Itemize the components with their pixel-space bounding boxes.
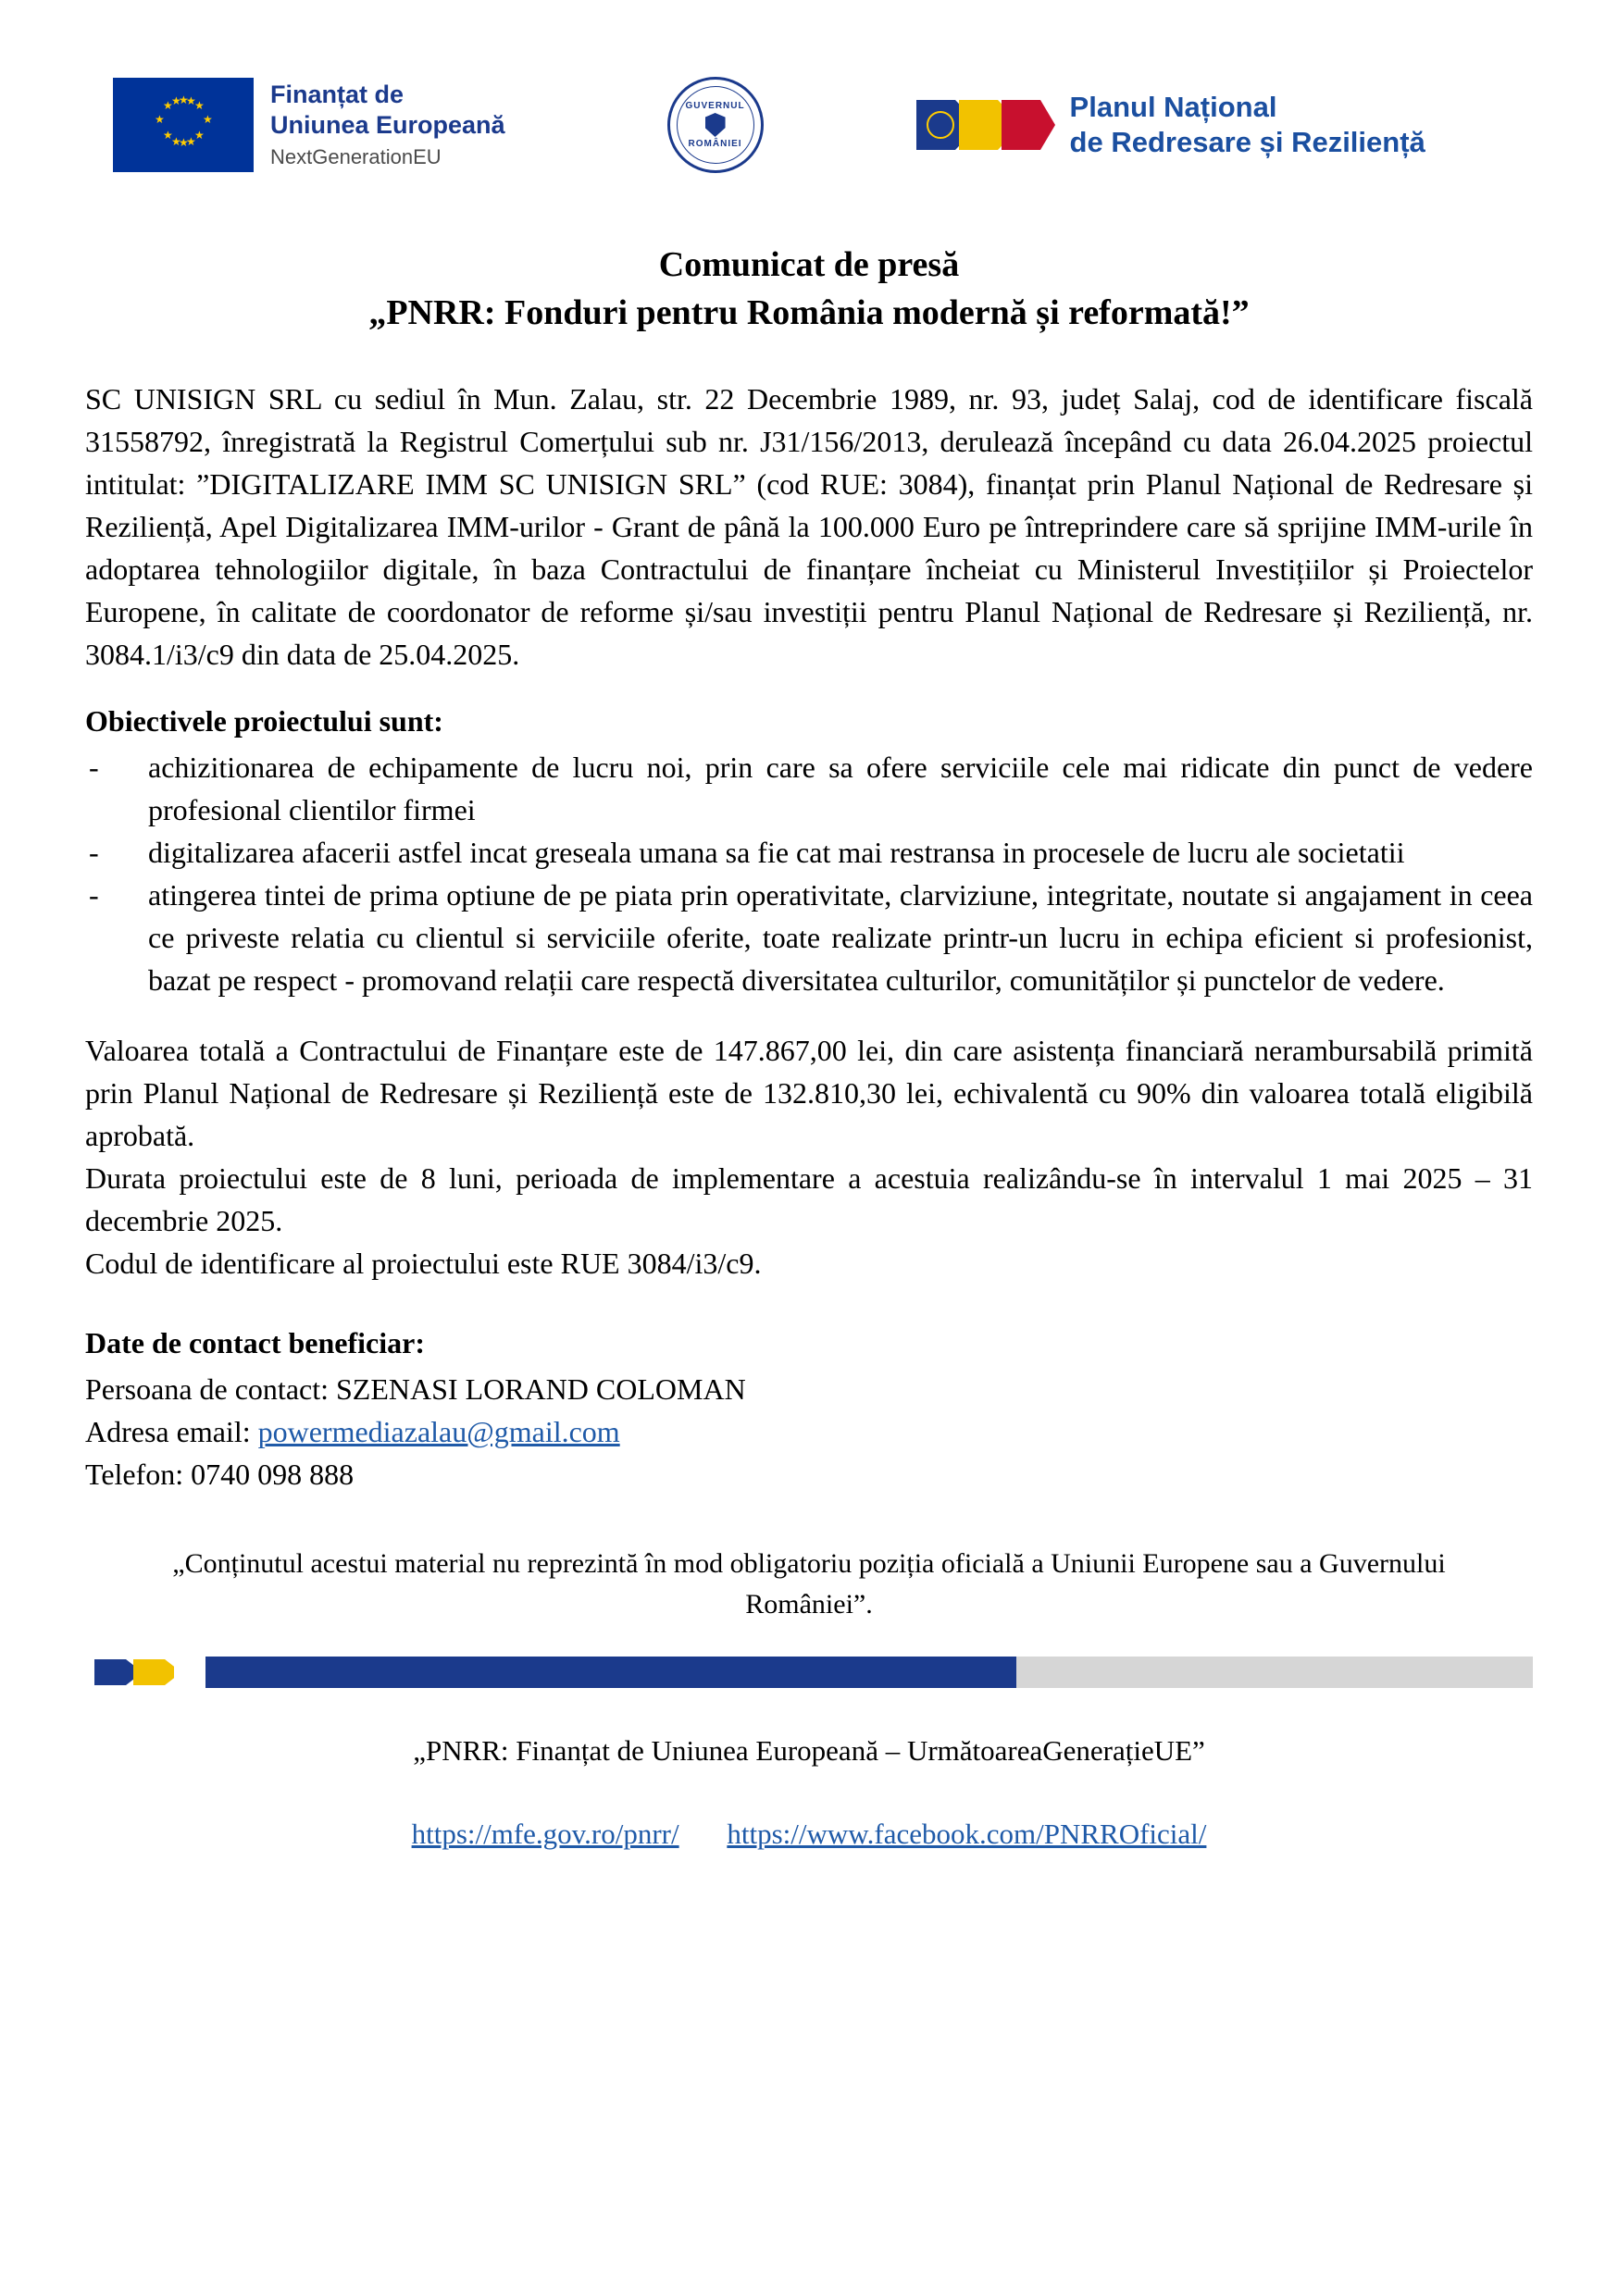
duration-paragraph: Durata proiectului este de 8 luni, perioada de implementare a acestuia realizându-se în intervalul 1 mai 2025 – 31 decembrie 2025. (85, 1161, 1533, 1237)
value-paragraph: Valoarea totală a Contractului de Finanțare este de 147.867,00 lei, din care asistența financiară nerambursabilă primită prin Planul Național de Redresare și Reziliență este de 132.810,30 lei, echivalentă cu 90% din valoarea totală eligibilă aprobată. (85, 1034, 1533, 1152)
government-logo (667, 77, 764, 173)
romania-seal-icon (667, 77, 764, 173)
footer-flag-bar (85, 1657, 1533, 1688)
gov-logo-bottom: ROMÂNIEI (688, 139, 742, 149)
footer-arrows-icon (85, 1657, 205, 1688)
list-item: - digitalizarea afacerii astfel incat greseala umana sa fie cat mai restransa in procesele de lucru ale societatii (85, 831, 1533, 874)
pnrr-logo (916, 90, 1425, 160)
objectives-list (85, 746, 1533, 1001)
eu-logo-line2: Uniunea Europeană (270, 110, 505, 139)
page-subtitle: „PNRR: Fonduri pentru România modernă și reformată!” (368, 293, 1250, 332)
pnrr-logo-line1: Planul Național (1069, 91, 1277, 123)
contact-email-link[interactable]: powermediazalau@gmail.com (257, 1415, 620, 1448)
eu-logo-line1: Finanțat de (270, 80, 404, 108)
contact-person: Persoana de contact: SZENASI LORAND COLOMAN (85, 1372, 746, 1406)
gov-logo-top: GUVERNUL (685, 101, 745, 111)
intro-paragraph: SC UNISIGN SRL cu sediul în Mun. Zalau, str. 22 Decembrie 1989, nr. 93, județ Salaj, cod de identificare fiscală 31558792, înregistrată la Registrul Comerțului sub nr. J31/156/2013, derulează începând cu data 26.04.2025 proiectul intitulat: ”DIGITALIZARE IMM SC UNISIGN SRL” (cod RUE: 3084), finanțat prin Planul Național de Redresare și Reziliență, Apel Digitalizarea IMM-urilor - Grant de până la 100.000 Euro pe întreprindere care să sprijine IMM-urile în adoptarea tehnologiilor digitale, în baza Contractului de finanțare încheiat cu Ministerul Investițiilor și Proiectelor Europene, în calitate de coordonator de reforme și/sau investiții pentru Planul Național de Redresare și Reziliență, nr. 3084.1/i3/c9 din data de 25.04.2025. (85, 382, 1533, 671)
pnrr-facebook-link[interactable]: https://www.facebook.com/PNRROficial/ (727, 1818, 1207, 1850)
code-paragraph: Codul de identificare al proiectului este RUE 3084/i3/c9. (85, 1247, 762, 1280)
page-title: Comunicat de presă (658, 245, 960, 284)
pnrr-website-link[interactable]: https://mfe.gov.ro/pnrr/ (411, 1818, 679, 1850)
footer-bar-blue (205, 1657, 1016, 1688)
disclaimer-text: „Conținutul acestui material nu reprezintă în mod obligatoriu poziția oficială a Uniunii Europene sau a Guvernului României”. (172, 1548, 1446, 1620)
objectives-heading: Obiectivele proiectului sunt: (85, 704, 443, 738)
contact-heading: Date de contact beneficiar: (85, 1326, 425, 1359)
footer-bar-grey (1016, 1657, 1533, 1688)
list-item: - atingerea tintei de prima optiune de pe piata prin operativitate, clarviziune, integritate, noutate si angajament in ceea ce priveste relatia cu clientul si serviciile oferite, toate realizate printr-un lucru in echipa eficient si profesionist, bazat pe respect - promovand relații care respectă diversitatea culturilor, comunităților și punctelor de vedere. (85, 874, 1533, 1001)
contact-email-line (85, 1410, 1533, 1453)
eu-flag-icon: ★ ★ ★ ★ ★ ★ ★ ★ ★ ★ ★ ★ (113, 78, 254, 172)
pnrr-logo-text (1070, 90, 1425, 160)
list-item: - achizitionarea de echipamente de lucru noi, prin care sa ofere serviciile cele mai ridicate din punct de vedere profesional clientilor firmei (85, 746, 1533, 831)
eu-funding-logo (113, 78, 505, 172)
footer-links (85, 1814, 1533, 1855)
eu-logo-line3: NextGenerationEU (270, 144, 442, 168)
contact-phone: Telefon: 0740 098 888 (85, 1458, 355, 1491)
pnrr-arrows-icon (916, 96, 1055, 154)
logo-bar (85, 65, 1533, 185)
footer-quote: „PNRR: Finanțat de Uniunea Europeană – UrmătoareaGenerațieUE” (413, 1734, 1205, 1767)
contact-email-label: Adresa email: (85, 1415, 258, 1448)
eu-logo-text (270, 80, 505, 171)
pnrr-logo-line2: de Redresare și Reziliență (1069, 126, 1425, 158)
